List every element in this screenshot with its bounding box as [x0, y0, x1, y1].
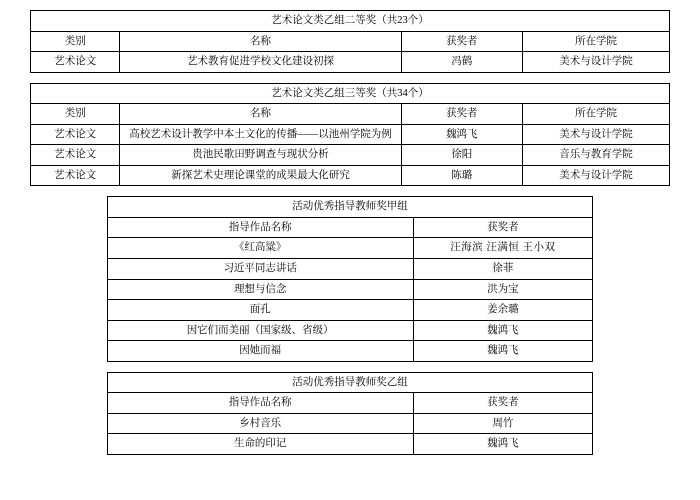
cell-winner: 魏鸿飞 [401, 124, 522, 145]
table-row [107, 320, 592, 341]
column-header-name: 名称 [120, 31, 401, 52]
cell-winner: 冯鹤 [401, 52, 522, 73]
column-header-category: 类别 [31, 104, 120, 125]
section-title: 活动优秀指导教师奖甲组 [107, 197, 592, 218]
table-row [31, 145, 670, 166]
column-header-work-name: 指导作品名称 [107, 217, 413, 238]
cell-name: 艺术教育促进学校文化建设初探 [120, 52, 401, 73]
cell-work-name: 理想与信念 [107, 279, 413, 300]
cell-work-name: 因她而福 [107, 341, 413, 362]
cell-winner: 魏鸿飞 [413, 320, 593, 341]
table-row [107, 300, 592, 321]
table-row [107, 413, 592, 434]
section-title: 艺术论文类乙组二等奖（共23个） [31, 11, 670, 32]
cell-name: 新探艺术史理论课堂的成果最大化研究 [120, 165, 401, 186]
cell-category: 艺术论文 [31, 52, 120, 73]
cell-work-name: 生命的印记 [107, 434, 413, 455]
cell-winner: 汪海滨 汪满恒 王小双 [413, 238, 593, 259]
column-header-winner: 获奖者 [401, 104, 522, 125]
table-row [31, 124, 670, 145]
table-title-row [107, 197, 592, 218]
cell-work-name: 因它们而美丽（国家级、省级） [107, 320, 413, 341]
section-gap [30, 186, 670, 196]
cell-name: 高校艺术设计教学中本土文化的传播——以池州学院为例 [120, 124, 401, 145]
cell-work-name: 《红高粱》 [107, 238, 413, 259]
column-header-winner: 获奖者 [401, 31, 522, 52]
cell-winner: 陈璐 [401, 165, 522, 186]
column-header-winner: 获奖者 [413, 393, 593, 414]
cell-work-name: 习近平同志讲话 [107, 259, 413, 280]
cell-category: 艺术论文 [31, 124, 120, 145]
column-header-winner: 获奖者 [413, 217, 593, 238]
award-table-excellent-instructor-group-a [107, 196, 593, 361]
section-title: 活动优秀指导教师奖乙组 [107, 372, 592, 393]
section-gap [30, 73, 670, 83]
column-header-college: 所在学院 [523, 104, 670, 125]
table-row [107, 238, 592, 259]
table-row [31, 165, 670, 186]
cell-winner: 洪为宝 [413, 279, 593, 300]
cell-college: 美术与设计学院 [523, 124, 670, 145]
award-table-art-paper-group-b-second [30, 10, 670, 73]
cell-winner: 徐菲 [413, 259, 593, 280]
award-table-art-paper-group-b-third [30, 83, 670, 187]
table-row [31, 52, 670, 73]
cell-work-name: 面孔 [107, 300, 413, 321]
cell-college: 音乐与教育学院 [523, 145, 670, 166]
cell-category: 艺术论文 [31, 165, 120, 186]
cell-category: 艺术论文 [31, 145, 120, 166]
table-row [107, 259, 592, 280]
table-title-row [107, 372, 592, 393]
cell-winner: 姜余璐 [413, 300, 593, 321]
column-header-work-name: 指导作品名称 [107, 393, 413, 414]
cell-college: 美术与设计学院 [523, 165, 670, 186]
column-header-name: 名称 [120, 104, 401, 125]
cell-college: 美术与设计学院 [523, 52, 670, 73]
table-row [107, 341, 592, 362]
table-row [107, 279, 592, 300]
table-row [107, 434, 592, 455]
cell-winner: 徐阳 [401, 145, 522, 166]
table-title-row [31, 11, 670, 32]
table-header-row [31, 104, 670, 125]
cell-winner: 周竹 [413, 413, 593, 434]
table-title-row [31, 83, 670, 104]
cell-work-name: 乡村音乐 [107, 413, 413, 434]
cell-winner: 魏鸿飞 [413, 434, 593, 455]
section-title: 艺术论文类乙组三等奖（共34个） [31, 83, 670, 104]
table-header-row [31, 31, 670, 52]
cell-name: 贵池民歌田野调查与现状分析 [120, 145, 401, 166]
award-table-excellent-instructor-group-b [107, 372, 593, 455]
column-header-category: 类别 [31, 31, 120, 52]
column-header-college: 所在学院 [523, 31, 670, 52]
table-header-row [107, 393, 592, 414]
cell-winner: 魏鸿飞 [413, 341, 593, 362]
table-header-row [107, 217, 592, 238]
section-gap [30, 362, 670, 372]
